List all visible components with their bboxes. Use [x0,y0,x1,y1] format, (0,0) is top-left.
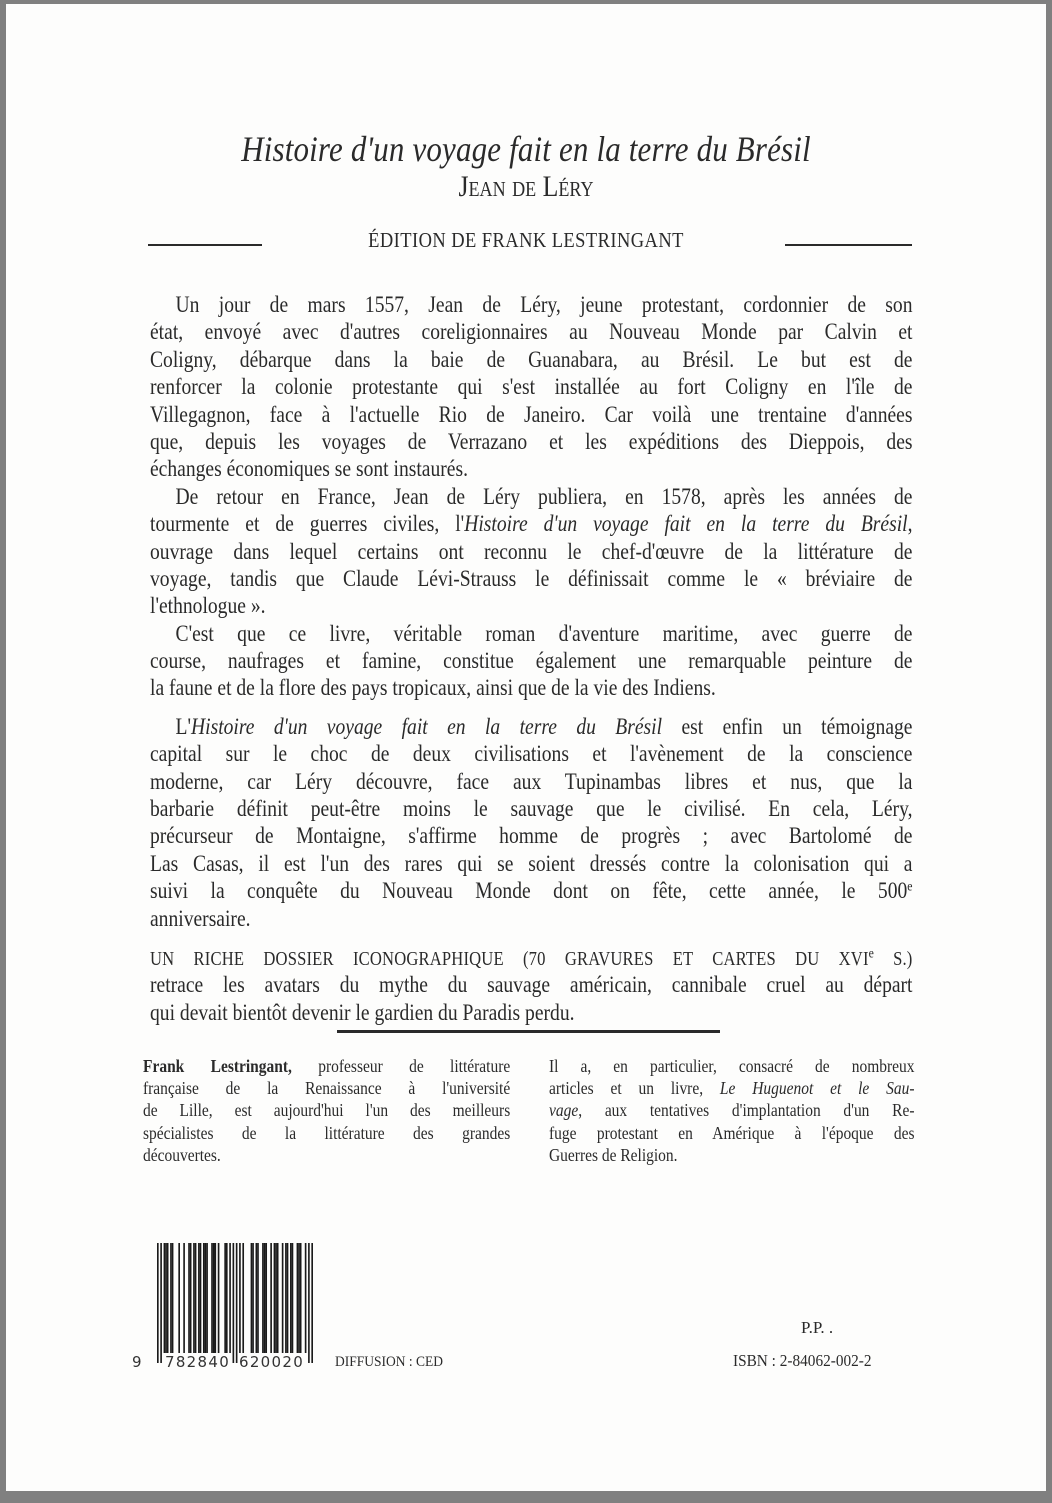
barcode-bar [287,1243,289,1353]
barcode-bar [298,1243,300,1353]
edition-credit: ÉDITION DE FRANK LESTRINGANT [368,228,684,252]
barcode-bar [256,1243,258,1353]
barcode-bar [252,1243,254,1353]
text-line [549,1122,915,1144]
text-line [150,768,912,795]
text-line [143,1122,510,1144]
barcode-bar [214,1243,216,1353]
paragraph [150,713,912,932]
text-line [150,877,912,904]
barcode-bar [300,1243,302,1353]
text-segment: est enfin un témoignage [662,713,913,739]
text-segment: la faune et de la flore des pays tropicaux, ainsi que de la vie des Indiens. [150,675,716,701]
barcode-bar [203,1243,205,1353]
text-line [549,1077,915,1099]
text-segment: vage [549,1100,579,1121]
barcode-bar [292,1243,294,1353]
text-segment: qui devait bientôt devenir le gardien du Paradis perdu. [150,999,575,1025]
text-line [549,1055,915,1077]
text-line [150,401,912,428]
text-line [150,483,912,510]
text-segment: Frank Lestringant, [143,1056,292,1076]
barcode-bar [264,1243,266,1353]
text-segment: professeur de littérature [291,1056,511,1076]
text-line [150,905,912,932]
paragraph [150,944,912,1026]
text-line [143,1144,510,1166]
barcode-bar [200,1243,202,1353]
text-line [150,620,912,647]
text-line [150,740,912,767]
text-line [150,428,912,455]
text-segment: e [868,945,874,961]
text-segment: découvertes. [143,1144,221,1165]
barcode-bar [205,1243,207,1353]
text-segment: articles et un livre, [549,1078,720,1099]
barcode-bar [178,1243,180,1353]
text-line [150,971,912,998]
text-segment: Histoire d'un voyage fait en la terre du Brésil [464,511,908,537]
paragraph [150,483,912,620]
text-line [143,1055,510,1077]
text-segment: moderne, car Léry découvre, face aux Tupinambas libres et nus, que la [150,768,913,794]
barcode-bar [211,1243,213,1353]
text-segment: que, depuis les voyages de Verrazano et les expéditions des Dieppois, des [150,428,913,454]
barcode-bar [157,1243,159,1363]
text-segment: UN RICHE DOSSIER ICONOGRAPHIQUE (70 GRAVURES ET CARTES DU XVI [150,948,869,970]
barcode-bar [305,1243,307,1353]
text-segment: Il a, en particulier, consacré de nombreux [549,1056,915,1076]
barcode-bar [290,1243,292,1353]
text-line [150,538,912,565]
barcode-bar [160,1243,162,1363]
text-segment: De retour en France, Jean de Léry publiera, en 1578, après les années de [175,483,913,509]
isbn-label: ISBN : 2-84062-002-2 [733,1351,872,1370]
barcode-bar [165,1243,167,1353]
text-line [150,565,912,592]
barcode-bar [274,1243,276,1353]
text-line [150,999,912,1026]
divider-right [785,244,912,246]
barcode-bar [226,1243,228,1353]
paragraph [150,620,912,702]
text-segment: spécialistes de la littérature des grandes [143,1122,511,1143]
text-line [150,850,912,877]
book-title: Histoire d'un voyage fait en la terre du Brésil [241,129,811,169]
author-bio-left [143,1055,510,1166]
barcode-bar [236,1243,238,1363]
text-segment: L' [175,713,192,739]
text-line [150,713,912,740]
barcode-bar [190,1243,192,1353]
barcode-bar [164,1243,166,1353]
barcode-bar [229,1243,231,1353]
barcode-bar [224,1243,226,1353]
text-segment: S.) [873,948,913,970]
text-line [150,510,912,537]
text-line [150,318,912,345]
barcode-bar [239,1243,241,1353]
text-line [143,1077,510,1099]
barcode-digits-right: 620020 [239,1353,305,1371]
text-segment: Las Casas, il est l'un des rares qui se soient dressés contre la colonisation qui a [150,850,913,876]
barcode [157,1243,313,1363]
barcode-digit-prefix: 9 [132,1353,143,1371]
barcode-bar [218,1243,220,1353]
barcode-digits-left: 782840 [165,1353,231,1371]
barcode-bar [167,1243,169,1353]
barcode-bar [170,1243,172,1353]
text-segment: capital sur le choc de deux civilisations et l'avènement de la conscience [150,741,913,767]
barcode-bar [183,1243,185,1353]
barcode-bar [265,1243,267,1353]
text-segment: précurseur de Montaigne, s'affirme homme de progrès ; avec Bartolomé de [150,823,913,849]
text-segment: Histoire d'un voyage fait en la terre du Brésil [191,713,663,739]
text-segment: e [907,878,913,894]
text-line [150,346,912,373]
text-segment: renforcer la colonie protestante qui s'est installée au fort Coligny en l'île de [150,374,913,400]
text-segment: barbarie définit peut-être moins le sauvage que le civilisé. En cela, Léry, [150,796,913,822]
barcode-bar [172,1243,174,1353]
text-line [150,647,912,674]
text-segment: voyage, tandis que Claude Lévi-Strauss le définissait comme le « bréviaire de [150,565,913,591]
text-segment: C'est que ce livre, véritable roman d'aventure maritime, avec guerre de [175,620,913,646]
text-line [150,944,912,971]
text-segment: , aux tentatives d'implantation d'un Re- [578,1100,915,1121]
barcode-bar [251,1243,253,1353]
text-segment: suivi la conquête du Nouveau Monde dont on fête, cette année, le 500 [150,878,908,904]
text-line [549,1099,915,1121]
text-segment: Un jour de mars 1557, Jean de Léry, jeune protestant, cordonnier de son [175,292,913,317]
text-segment: fuge protestant en Amérique à l'époque des [549,1122,915,1143]
text-line [549,1144,915,1166]
text-segment: , [907,511,913,537]
text-segment: de Lille, est aujourd'hui l'un des meilleurs [143,1100,511,1121]
text-line [150,373,912,400]
author-name: Jean de Léry [458,170,594,203]
blurb-text [150,291,912,1026]
text-segment: ouvrage dans lequel certains ont reconnu le chef-d'œuvre de la littérature de [150,538,913,564]
section-divider [337,1030,720,1033]
text-line [150,455,912,482]
text-line [150,592,912,619]
barcode-bar [270,1243,272,1353]
text-segment: retrace les avatars du mythe du sauvage américain, cannibale cruel au départ [150,972,913,998]
text-segment: Coligny, débarque dans la baie de Guanabara, au Brésil. Le but est de [150,346,913,372]
barcode-bar [195,1243,197,1353]
price-label: P.P. . [801,1318,834,1337]
barcode-bar [308,1243,310,1363]
barcode-bar [198,1243,200,1353]
text-line [143,1099,510,1121]
text-segment: française de la Renaissance à l'université [143,1078,511,1099]
barcode-bar [213,1243,215,1353]
text-segment: tourmente et de guerres civiles, l' [150,511,465,537]
barcode-bar [193,1243,195,1353]
text-segment: état, envoyé avec d'autres coreligionnaires au Nouveau Monde par Calvin et [150,319,913,345]
barcode-bar [277,1243,279,1353]
barcode-bar [262,1243,264,1353]
barcode-bar [206,1243,208,1353]
barcode-bar [282,1243,284,1353]
barcode-bar [257,1243,259,1353]
text-line [150,822,912,849]
barcode-bar [188,1243,190,1353]
text-segment: Guerres de Religion. [549,1144,678,1165]
text-line [150,795,912,822]
text-segment: échanges économiques se sont instaurés. [150,456,468,482]
text-segment: l'ethnologue ». [150,593,266,619]
distribution-label: DIFFUSION : CED [335,1354,444,1370]
text-segment: Le Huguenot et le Sau- [719,1078,915,1099]
author-bio-right [549,1055,915,1166]
barcode-bar [311,1243,313,1363]
barcode-bar [242,1243,244,1353]
text-segment: course, naufrages et famine, constitue également une remarquable peinture de [150,648,913,674]
barcode-bar [285,1243,287,1353]
paragraph [150,291,912,483]
barcode-bar [233,1243,235,1363]
text-line [150,291,912,318]
text-segment: anniversaire. [150,905,251,931]
barcode-bar [297,1243,299,1353]
barcode-bar [275,1243,277,1353]
text-line [150,674,912,701]
text-segment: Villegagnon, face à l'actuelle Rio de Janeiro. Car voilà une trentaine d'années [150,401,913,427]
